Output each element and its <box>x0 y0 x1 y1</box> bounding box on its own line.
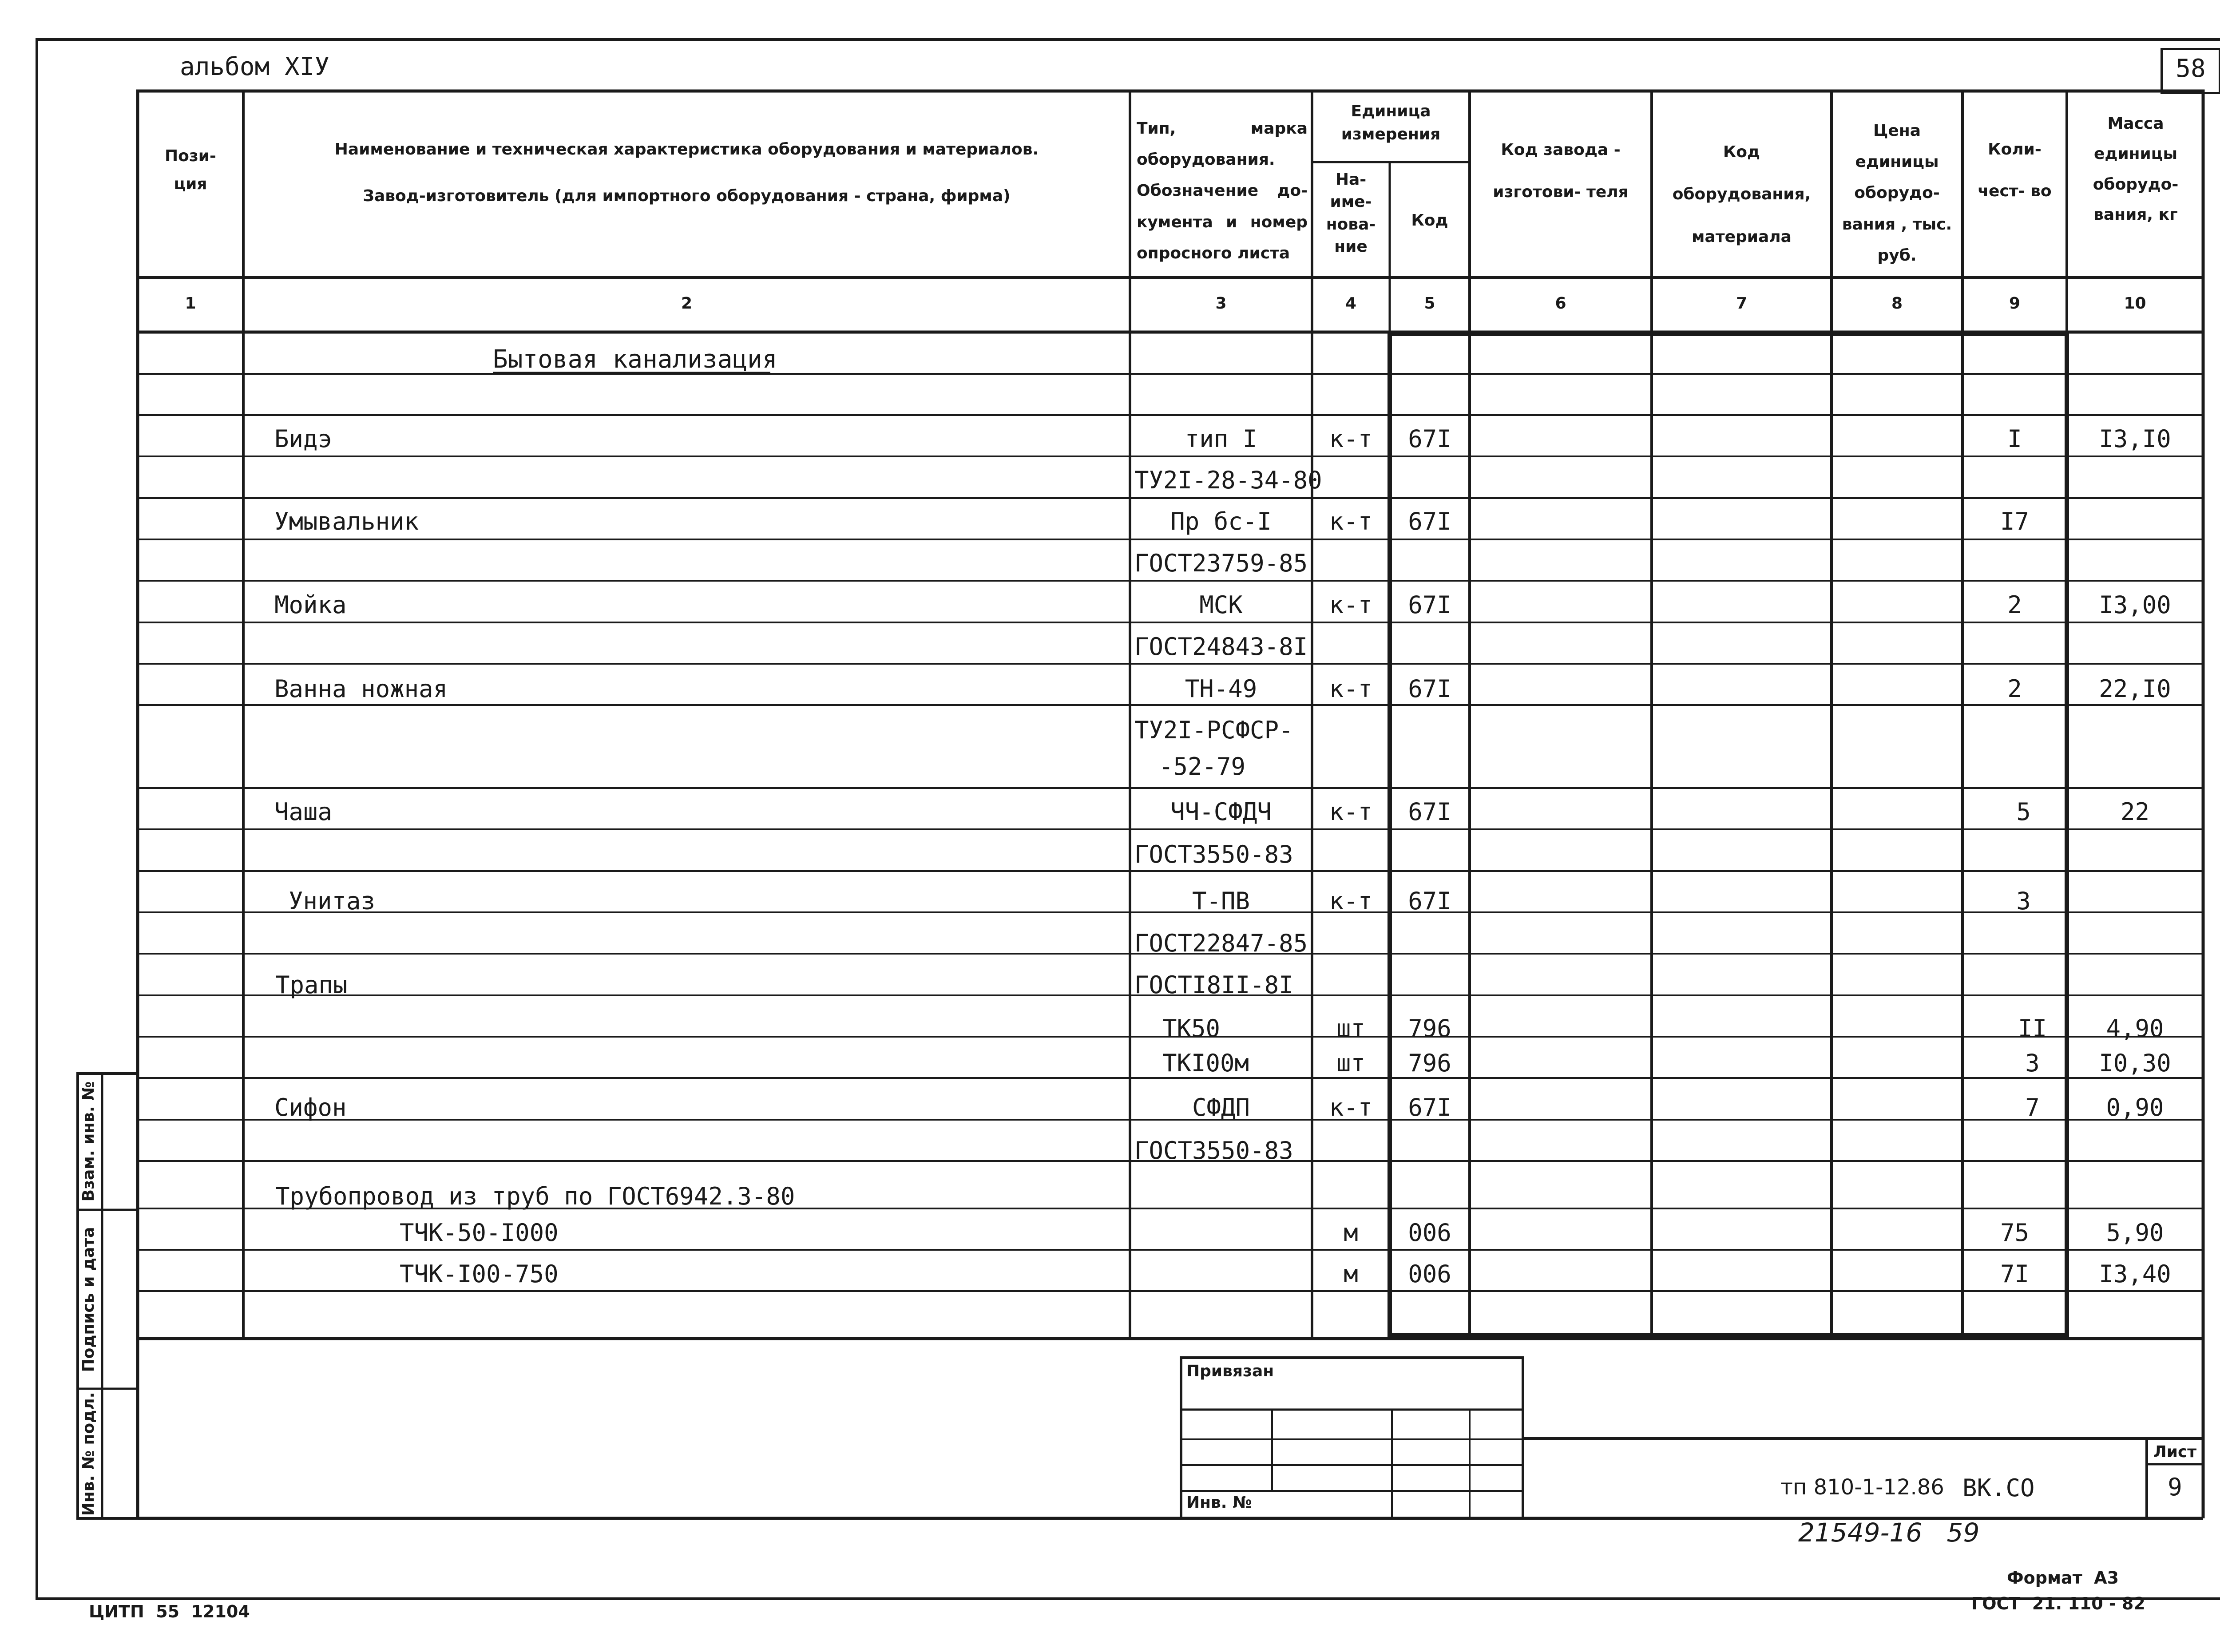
stamp-sheet-label: Лист <box>2153 1443 2197 1461</box>
section-title: Бытовая канализация <box>493 345 777 374</box>
col-number-7: 7 <box>1736 294 1748 313</box>
row-unit: к-т <box>1329 425 1373 453</box>
row-name: Мойка <box>274 591 347 619</box>
row-name: Сифон <box>274 1093 347 1121</box>
row-mass: I3,00 <box>2099 591 2171 619</box>
footer-format: Формат А3 <box>2007 1568 2119 1588</box>
row-mass: I3,40 <box>2099 1260 2171 1288</box>
col-number-5: 5 <box>1424 294 1435 313</box>
row-type: ГОСТI8II-8I <box>1134 971 1293 999</box>
row-type: Пр бс-I <box>1170 507 1272 535</box>
row-qty: 3 <box>2016 887 2031 915</box>
row-mass: I0,30 <box>2099 1049 2171 1077</box>
footer-gost: ГОСТ 21. 110 - 82 <box>1971 1594 2145 1613</box>
row-qty: 7I <box>2000 1260 2030 1288</box>
header-equipment-code: Код оборудования, материала <box>1672 143 1811 246</box>
row-code: 006 <box>1408 1219 1451 1247</box>
row-code: 67I <box>1408 675 1451 703</box>
row-name: Умывальник <box>274 507 419 535</box>
album-label: альбом XIУ <box>180 52 330 81</box>
row-type: ТУ2I-28-34-80 <box>1134 466 1322 494</box>
row-type: тип I <box>1185 425 1257 453</box>
row-qty: 5 <box>2016 798 2031 826</box>
row-name: Трапы <box>275 971 348 999</box>
row-unit: шт <box>1336 1014 1366 1042</box>
stamp-inv-no: Инв. № <box>1186 1494 1252 1512</box>
row-type: ГОСТ3550-83 <box>1134 840 1293 868</box>
row-name: ТЧК-50-I000 <box>400 1219 559 1247</box>
header-factory-code: Код завода - изготови- теля <box>1493 141 1629 202</box>
col-number-4: 4 <box>1345 294 1357 313</box>
row-type: ГОСТ24843-8I <box>1134 633 1308 661</box>
row-code: 67I <box>1408 1093 1451 1121</box>
header-name-line2: Завод-изготовитель (для импортного оборудования - страна, фирма) <box>363 187 1011 205</box>
header-type: Тип, марка оборудования. Обозначение до- кумента и номер опросного листа <box>1137 119 1308 262</box>
row-type: ТУ2I-РСФСР- <box>1134 716 1293 744</box>
row-code: 67I <box>1408 425 1451 453</box>
row-unit: к-т <box>1329 1093 1373 1121</box>
row-name: Унитаз <box>289 887 376 915</box>
row-type: ТН-49 <box>1185 675 1257 703</box>
row-name: Ванна ножная <box>274 675 448 703</box>
row-unit: шт <box>1336 1049 1366 1077</box>
side-stamp-inv: Инв. № подл. <box>79 1392 98 1516</box>
header-unit-name: На- име- нова- ние <box>1326 170 1376 256</box>
row-mass: 0,90 <box>2106 1093 2164 1121</box>
row-unit: м <box>1344 1219 1358 1247</box>
header-mass: Масса единицы оборудо- вания, кг <box>2093 115 2179 224</box>
row-mass: I3,I0 <box>2099 425 2171 453</box>
row-type: Т-ПВ <box>1192 887 1250 915</box>
stamp-doc-code: тп 810-1-12.86 <box>1780 1475 1944 1500</box>
row-type: ТК50 <box>1162 1014 1221 1042</box>
stamp-handwritten-number: 21549-16 59 <box>1798 1517 1980 1548</box>
col-number-10: 10 <box>2124 294 2146 313</box>
side-stamp-podpis: Подпись и дата <box>79 1227 98 1372</box>
row-type: -52-79 <box>1159 753 1246 780</box>
row-unit: к-т <box>1329 798 1373 826</box>
row-unit: к-т <box>1329 675 1373 703</box>
row-code: 006 <box>1408 1260 1451 1288</box>
row-mass: 22,I0 <box>2099 675 2171 703</box>
row-qty: 75 <box>2000 1219 2030 1247</box>
row-code: 67I <box>1408 591 1451 619</box>
row-qty: 2 <box>2007 591 2022 619</box>
row-name: Трубопровод из труб по ГОСТ6942.3-80 <box>275 1182 795 1210</box>
header-name-line1: Наименование и техническая характеристика оборудования и материалов. <box>334 140 1039 158</box>
row-code: 796 <box>1408 1014 1451 1042</box>
row-qty: II <box>2018 1014 2047 1042</box>
row-name: Чаша <box>274 798 333 826</box>
row-type: ГОСТ23759-85 <box>1134 549 1308 577</box>
row-type: ГОСТ22847-85 <box>1134 929 1308 957</box>
stamp-sheet-number: 9 <box>2168 1473 2182 1501</box>
row-unit: к-т <box>1329 887 1373 915</box>
row-mass: 5,90 <box>2106 1219 2164 1247</box>
col-number-3: 3 <box>1215 294 1227 313</box>
col-number-8: 8 <box>1891 294 1903 313</box>
row-code: 67I <box>1408 507 1451 535</box>
row-type: СФДП <box>1192 1093 1250 1121</box>
side-stamp-vzam: Взам. инв. № <box>79 1081 98 1202</box>
header-price: Цена единицы оборудо- вания , тыс. руб. <box>1842 122 1952 265</box>
row-qty: I <box>2007 425 2022 453</box>
header-unit-code: Код <box>1411 211 1448 230</box>
row-mass: 22 <box>2120 798 2150 826</box>
row-code: 796 <box>1408 1049 1451 1077</box>
col-number-1: 1 <box>185 294 196 313</box>
col-number-2: 2 <box>681 294 693 313</box>
row-type: ГОСТ3550-83 <box>1134 1137 1293 1165</box>
row-type: МСК <box>1199 591 1243 619</box>
row-qty: 3 <box>2025 1049 2040 1077</box>
row-mass: 4,90 <box>2106 1014 2164 1042</box>
footer-printer: ЦИТП 55 12104 <box>89 1602 250 1621</box>
header-quantity: Коли- чест- во <box>1978 140 2052 200</box>
row-unit: к-т <box>1329 507 1373 535</box>
col-number-9: 9 <box>2009 294 2021 313</box>
col-number-6: 6 <box>1555 294 1566 313</box>
row-unit: к-т <box>1329 591 1373 619</box>
header-unit-title: Единица измерения <box>1341 102 1441 144</box>
row-type: ТКI00м <box>1162 1049 1249 1077</box>
row-qty: I7 <box>2000 507 2030 535</box>
header-position: Пози- ция <box>165 147 216 193</box>
row-qty: 7 <box>2025 1093 2040 1121</box>
stamp-doc-suffix: ВК.СО <box>1962 1474 2035 1502</box>
row-name: ТЧК-I00-750 <box>400 1260 559 1288</box>
page-number: 58 <box>2176 54 2206 83</box>
row-qty: 2 <box>2007 675 2022 703</box>
row-unit: м <box>1344 1260 1358 1288</box>
stamp-privyazan: Привязан <box>1186 1362 1274 1380</box>
row-code: 67I <box>1408 887 1451 915</box>
row-name: Бидэ <box>274 425 333 453</box>
row-type: ЧЧ-СФДЧ <box>1170 798 1272 826</box>
row-code: 67I <box>1408 798 1451 826</box>
